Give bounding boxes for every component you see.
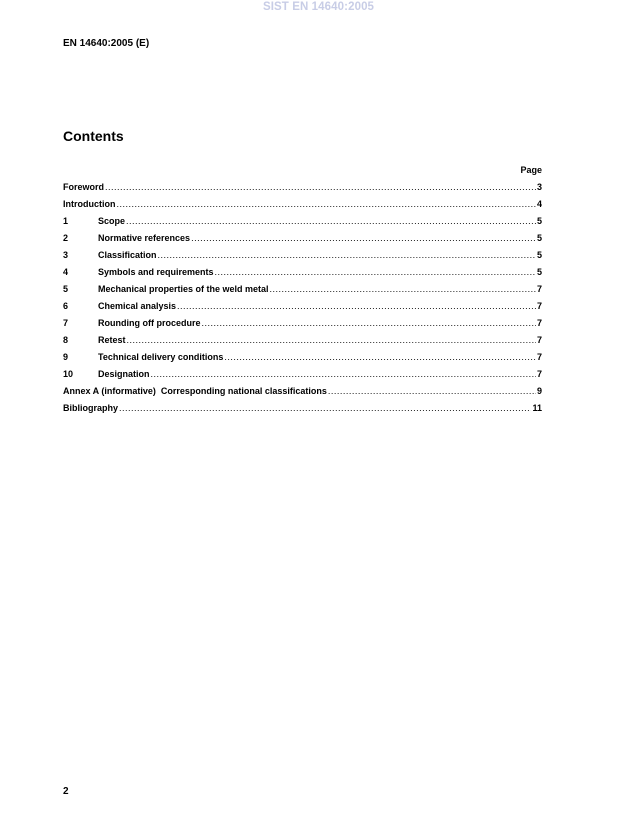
page-number: 2 — [63, 786, 69, 797]
watermark: SIST EN 14640:2005 — [262, 1, 375, 13]
toc-entry[interactable] — [63, 196, 542, 213]
toc-entry-number: 8 — [63, 335, 69, 345]
toc-entry-page: 5 — [536, 250, 542, 260]
toc-entry-page: 7 — [536, 301, 542, 311]
toc-entry[interactable] — [63, 366, 542, 383]
dot-leader — [202, 315, 536, 332]
dot-leader — [224, 349, 536, 366]
toc-entry[interactable] — [63, 332, 542, 349]
toc-entry[interactable] — [63, 179, 542, 196]
dot-leader — [270, 281, 536, 298]
toc-entry-page: 5 — [536, 216, 542, 226]
dot-leader — [191, 230, 536, 247]
toc-entry-number: 4 — [63, 267, 69, 277]
dot-leader — [126, 213, 536, 230]
toc-entry-number: 10 — [63, 369, 74, 379]
toc-entry-number: 1 — [63, 216, 69, 226]
page-column-label: Page — [520, 165, 542, 175]
toc-entry-page: 5 — [536, 267, 542, 277]
toc-entry[interactable] — [63, 230, 542, 247]
toc-entry[interactable] — [63, 349, 542, 366]
toc-entry-number: 6 — [63, 301, 69, 311]
toc-entry-number: 2 — [63, 233, 69, 243]
toc-entry-page: 9 — [536, 386, 542, 396]
toc-entry-page: 4 — [536, 199, 542, 209]
toc-entry-page: 7 — [536, 284, 542, 294]
dot-leader — [127, 332, 536, 349]
dot-leader — [151, 366, 536, 383]
toc-entry-number: 7 — [63, 318, 69, 328]
toc-entry[interactable] — [63, 315, 542, 332]
toc-entry[interactable] — [63, 298, 542, 315]
dot-leader — [215, 264, 536, 281]
toc-entry-title: Introduction — [63, 199, 116, 209]
toc-entry-title: Normative references — [98, 233, 191, 243]
toc-entry-page: 7 — [536, 318, 542, 328]
dot-leader — [177, 298, 536, 315]
toc-entry[interactable] — [63, 264, 542, 281]
toc-entry-page: 5 — [536, 233, 542, 243]
toc-entry-number: 5 — [63, 284, 69, 294]
toc-entry-title: Foreword — [63, 182, 105, 192]
toc-entry-title: Retest — [98, 335, 126, 345]
toc-entry-number: 9 — [63, 352, 69, 362]
toc-entry-page: 7 — [536, 335, 542, 345]
toc-entry[interactable] — [63, 213, 542, 230]
toc-entry-title: Technical delivery conditions — [98, 352, 224, 362]
document-id: EN 14640:2005 (E) — [63, 38, 150, 49]
toc-entry-title: Mechanical properties of the weld metal — [98, 284, 269, 294]
toc-entry-title: Bibliography — [63, 403, 119, 413]
toc-entry[interactable] — [63, 400, 542, 417]
toc-entry-page: 11 — [532, 403, 542, 413]
toc-entry-title: Rounding off procedure — [98, 318, 201, 328]
toc-entry[interactable] — [63, 281, 542, 298]
toc-entry-title: Chemical analysis — [98, 301, 177, 311]
toc-entry-title: Designation — [98, 369, 150, 379]
toc-entry-title: Scope — [98, 216, 126, 226]
dot-leader — [117, 196, 536, 213]
toc-entry[interactable] — [63, 247, 542, 264]
toc-entry-page: 7 — [536, 352, 542, 362]
dot-leader — [105, 179, 536, 196]
toc-entry[interactable] — [63, 383, 542, 400]
dot-leader — [119, 400, 531, 417]
dot-leader — [328, 383, 536, 400]
toc-entry-page: 3 — [536, 182, 542, 192]
contents-heading: Contents — [63, 128, 124, 144]
toc-entry-page: 7 — [536, 369, 542, 379]
dot-leader — [158, 247, 536, 264]
toc-entry-title: Symbols and requirements — [98, 267, 214, 277]
toc-entry-number: 3 — [63, 250, 69, 260]
toc-entry-title: Classification — [98, 250, 157, 260]
toc-entry-title: Annex A (informative) Corresponding national classifications — [63, 386, 327, 396]
table-of-contents — [63, 179, 542, 417]
